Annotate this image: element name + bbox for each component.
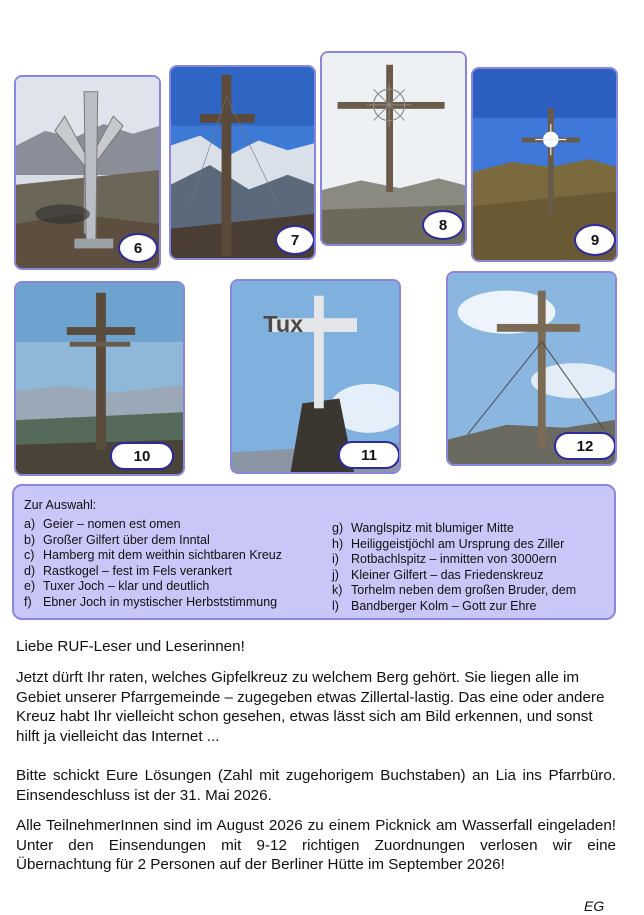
photo-11 (230, 279, 401, 474)
choice-item: c) Hamberg mit dem weithin sichtbaren Kreuz (24, 548, 282, 562)
signature: EG (584, 898, 605, 914)
choice-item: a) Geier – nomen est omen (24, 517, 181, 531)
photo-number-badge (554, 432, 616, 460)
photo-6 (14, 75, 161, 270)
intro-paragraph: Jetzt dürft Ihr raten, welches Gipfelkreuz zu welchem Berg gehört. Sie liegen alle im Gebiet unserer Pfarrgemeinde – zugegeben etwas Zillertal-lastig. Das eine oder andere Kreuz habt Ihr vielleicht schon gesehen, etwas lässt sich am Bild erkennen, und sonst hilft ja vielleicht das Internet ... (16, 669, 605, 745)
photo-8 (320, 51, 467, 246)
choice-item: h) Heiliggeistjöchl am Ursprung des Ziller (332, 536, 565, 551)
choice-item: k) Torhelm neben dem großen Bruder, dem (332, 583, 577, 597)
prize-paragraph: Alle TeilnehmerInnen sind im August 2026 zu einem Picknick am Wasserfall eingeladen! Unter den Einsendungen mit 9-12 richtigen Zuordnungen verlosen wir eine Übernachtung für 2 Personen auf der Berliner Hütte im September 2026! (16, 817, 616, 873)
photo-number-badge (118, 233, 158, 263)
tux-sign-text: Tux (263, 310, 304, 337)
photo-number-badge (338, 441, 400, 469)
instructions-paragraph: Bitte schickt Eure Lösungen (Zahl mit zugehorigem Buchstaben) an Lia ins Pfarrbüro. Einsendeschluss ist der 31. Mai 2026. (16, 767, 616, 804)
photo-number: 11 (361, 446, 377, 464)
photo-9 (471, 67, 618, 262)
photo-number: 12 (576, 437, 594, 455)
photo-number-badge (574, 224, 616, 256)
choice-item: j) Kleiner Gilfert – das Friedenskreuz (332, 567, 544, 582)
photo-number-badge (422, 210, 464, 240)
answer-choices-box (12, 484, 616, 620)
choices-list-right (332, 521, 576, 614)
photo-number-badge (110, 442, 174, 470)
photo-7 (169, 65, 316, 260)
photo-10 (14, 281, 185, 476)
choice-item: i) Rotbachlspitz – inmitten von 3000ern (332, 552, 557, 566)
choice-item: d) Rastkogel – fest im Fels verankert (24, 563, 232, 578)
photo-number: 9 (590, 231, 600, 249)
greeting: Liebe RUF-Leser und Leserinnen! (16, 638, 245, 655)
photo-number-badge (275, 225, 315, 255)
choice-item: e) Tuxer Joch – klar und deutlich (24, 579, 210, 593)
choices-list-left (24, 517, 282, 610)
photo-number: 8 (438, 216, 448, 234)
choice-item: l) Bandberger Kolm – Gott zur Ehre (332, 598, 537, 613)
choice-item: g) Wanglspitz mit blumiger Mitte (332, 521, 514, 535)
choices-heading: Zur Auswahl: (24, 498, 97, 512)
choice-item: b) Großer Gilfert über dem Inntal (24, 532, 210, 547)
photo-12 (446, 271, 617, 466)
choice-item: f) Ebner Joch in mystischer Herbststimmung (24, 594, 278, 609)
photo-number: 10 (133, 447, 151, 465)
photo-number: 7 (290, 231, 300, 249)
photo-number: 6 (133, 239, 143, 257)
